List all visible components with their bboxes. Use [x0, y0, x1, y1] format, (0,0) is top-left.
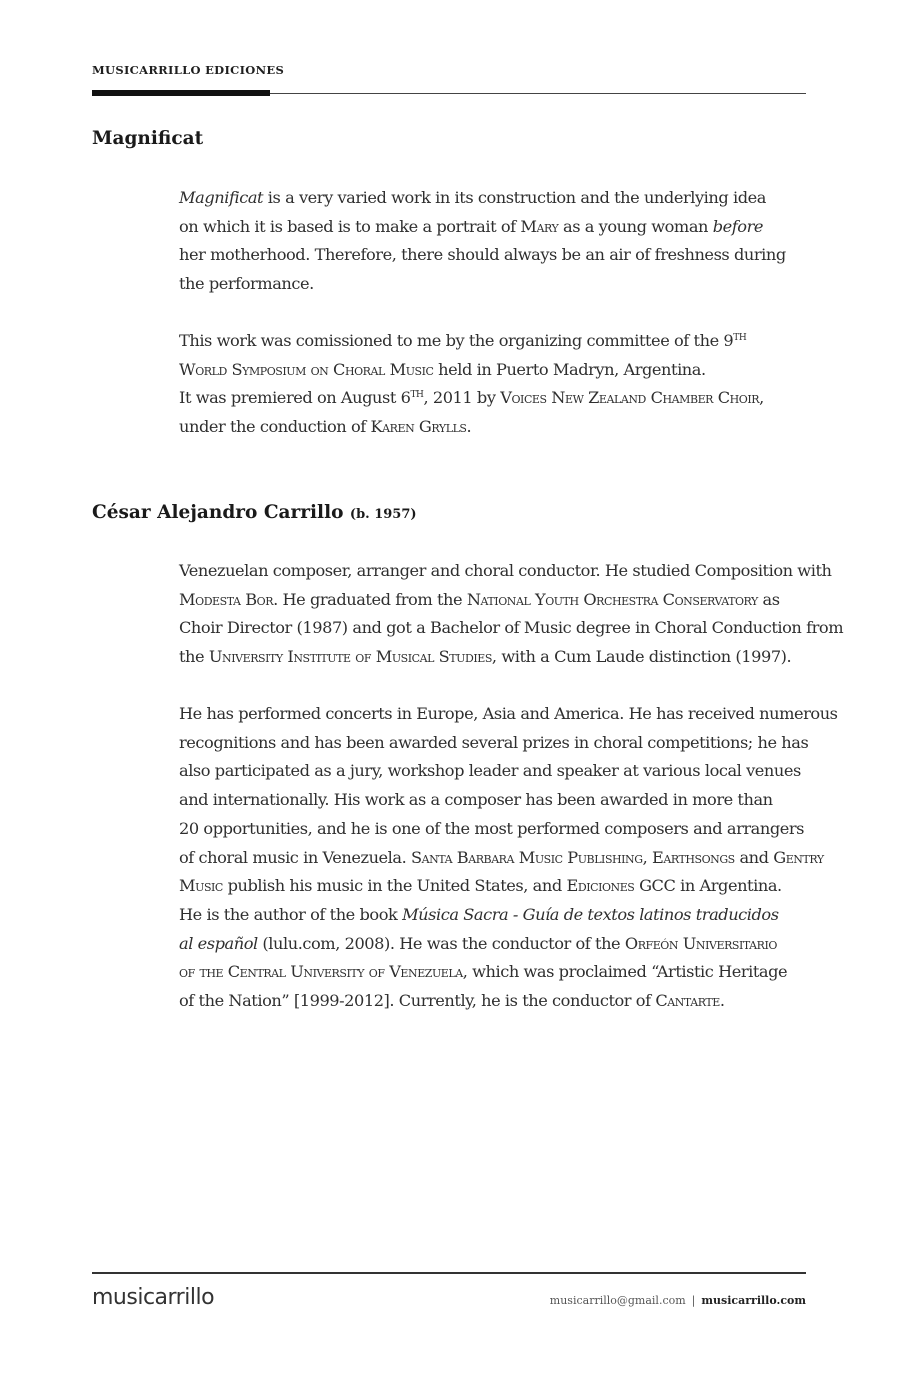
inline-text: is a very varied work in its construction and the underlying idea	[263, 188, 766, 207]
inline-smallcaps: Gentry	[773, 847, 824, 867]
inline-text: publish his music in the United States, and	[222, 876, 567, 896]
header-rule-accent	[92, 90, 270, 96]
text-line	[179, 958, 819, 987]
inline-text: .	[719, 991, 725, 1011]
inline-smallcaps: Karen Grylls	[370, 417, 467, 437]
website-link[interactable]: musicarrillo.com	[701, 1294, 806, 1307]
inline-text: of choral music in Venezuela.	[179, 847, 411, 867]
inline-text: of the Nation” [1999-2012]. Currently, he is the conductor of	[179, 991, 656, 1011]
ordinal-suffix: TH	[733, 333, 747, 343]
inline-smallcaps: of the Central University of Venezuela	[179, 962, 463, 982]
text-line: recognitions and has been awarded several prizes in choral competitions; he has	[179, 732, 809, 752]
text-line: Choir Director (1987) and got a Bachelor of Music degree in Choral Conduction from	[179, 618, 844, 638]
text-line	[179, 413, 819, 442]
inline-smallcaps: World Symposium on Choral Music	[179, 359, 434, 379]
inline-smallcaps: Earthsongs	[651, 847, 735, 867]
text-line: and internationally. His work as a composer has been awarded in more than	[179, 790, 773, 810]
inline-text: It was premiered on August 6	[179, 388, 411, 408]
inline-text: . He graduated from the	[273, 589, 467, 609]
inline-smallcaps: Modesta Bor	[179, 589, 274, 609]
inline-text: on which it is based is to make a portrait of	[179, 216, 521, 236]
inline-text: under the conduction of	[179, 417, 371, 437]
text-line	[179, 901, 819, 930]
inline-text: ,	[642, 847, 652, 867]
text-line	[179, 987, 819, 1016]
text-line: 20 opportunities, and he is one of the most performed composers and arrangers	[179, 818, 805, 838]
composer-name: César Alejandro Carrillo	[92, 502, 344, 523]
inline-smallcaps: Orfeón Universitario	[624, 933, 777, 953]
inline-text: as a young woman	[558, 216, 713, 236]
bio-paragraph-2	[179, 700, 838, 1016]
footer-contact	[550, 1294, 806, 1307]
musicarrillo-logo: musicarrillo	[92, 1285, 215, 1310]
book-title: al español	[179, 933, 258, 953]
inline-text: This work was comissioned to me by the organizing committee of the 9	[179, 331, 734, 350]
inline-italic: Magnificat	[179, 188, 264, 207]
magnificat-paragraph-2	[179, 327, 819, 442]
inline-text: as	[757, 589, 780, 609]
inline-smallcaps: Music	[179, 876, 223, 896]
inline-smallcaps: University Institute of Musical Studies	[208, 647, 492, 667]
composer-heading	[92, 502, 417, 523]
inline-smallcaps: Mary	[520, 216, 559, 236]
inline-text: .	[466, 417, 472, 437]
text-line: also participated as a jury, workshop leader and speaker at various local venues	[179, 761, 801, 781]
inline-text: , with a Cum Laude distinction (1997).	[491, 647, 792, 667]
magnificat-title: Magnificat	[92, 128, 204, 149]
text-line: her motherhood. Therefore, there should always be an air of freshness during	[179, 245, 786, 265]
text-line	[179, 327, 819, 356]
text-line: He has performed concerts in Europe, Asia and America. He has received numerous	[179, 704, 838, 723]
inline-italic: before	[712, 216, 763, 236]
inline-text: GCC in Argentina.	[634, 876, 782, 896]
bio-paragraph-1	[179, 557, 844, 672]
ordinal-suffix: TH	[410, 390, 424, 401]
inline-text: ,	[759, 388, 764, 408]
footer-separator: |	[691, 1294, 696, 1307]
publisher-header: MUSICARRILLO EDICIONES	[92, 63, 285, 77]
inline-text: , which was proclaimed “Artistic Heritage	[462, 962, 788, 982]
email-link[interactable]: musicarrillo@gmail.com	[549, 1294, 686, 1307]
inline-text: the	[179, 647, 209, 667]
inline-smallcaps: National Youth Orchestra Conservatory	[466, 589, 758, 609]
inline-text: (lulu.com, 2008). He was the conductor of the	[257, 933, 625, 953]
text-line: the performance.	[179, 274, 314, 294]
footer-rule	[92, 1272, 806, 1274]
inline-smallcaps: Santa Barbara Music Publishing	[411, 847, 643, 867]
composer-years: (b. 1957)	[349, 507, 417, 522]
text-line	[179, 356, 819, 385]
inline-smallcaps: Ediciones	[566, 876, 635, 896]
text-line	[179, 872, 819, 901]
inline-text: and	[734, 847, 774, 867]
text-line	[179, 930, 819, 959]
text-line	[179, 184, 819, 213]
inline-smallcaps: Voices New Zealand Chamber Choir	[500, 388, 760, 408]
text-line: Venezuelan composer, arranger and choral conductor. He studied Composition with	[179, 561, 832, 580]
text-line	[179, 643, 819, 672]
text-line	[179, 586, 819, 615]
inline-text: held in Puerto Madryn, Argentina.	[433, 359, 706, 379]
magnificat-paragraph-1	[179, 184, 819, 299]
text-line	[179, 384, 819, 413]
text-line	[179, 844, 824, 873]
book-title: Música Sacra - Guía de textos latinos traducidos	[402, 904, 779, 924]
inline-smallcaps: Cantarte	[655, 991, 720, 1011]
inline-text: , 2011 by	[423, 388, 501, 408]
inline-text: He is the author of the book	[179, 904, 403, 924]
text-line	[179, 213, 819, 242]
